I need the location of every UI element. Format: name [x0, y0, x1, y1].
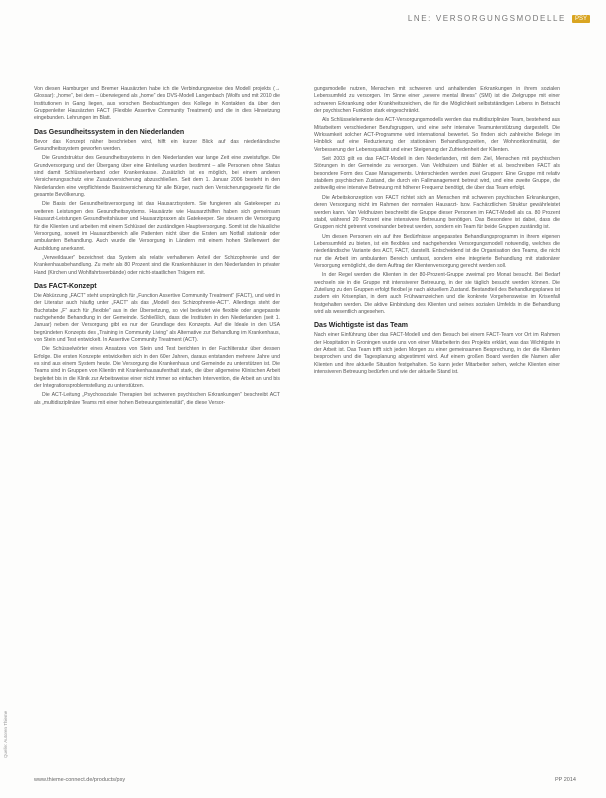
- section-heading: Das Wichtigste ist das Team: [314, 322, 408, 330]
- right-column: [314, 86, 560, 378]
- section-heading: Das Gesundheitssystem in den Niederlanden: [34, 128, 185, 136]
- body-paragraph: Nach einer Einführung über das FACT-Modell und den Besuch bei einem FACT-Team vor Ort im Rahmen der Hospitation in Groningen wurde uns von einer Mitarbeiterin des Projekts erklärt, was das Wichtigste in der Arbeit ist. Das Team trifft sich jeden Morgen zu einer gemeinsamen Besprechung, in der die Klienten besprochen und die Tagesplanung abgestimmt wird. Auf einem großen Board werden die Namen aller Klienten und ihre aktuelle Situation festgehalten. So kann jeder Mitarbeiter sehen, welche Klienten einer intensiveren Betreuung bedürfen und wie der aktuelle Stand ist.: [314, 332, 560, 376]
- body-paragraph: Die Abkürzung „FACT“ steht ursprünglich für „Function Assertive Community Treatment“ (FACT), und wird in der Literatur auch häufig unter „FACT“ als das „Modell des Schizophrenie-ACT“. Allerdings steht der Buchstabe „F“ auch für „flexible“ aus in der Übersetzung, so viel bedeutet wie flexible oder angepasste nachgehende Behandlung in der Gemeinde. Schließlich, dass die Instituten in den Niederlanden (seit 1. Januar) neben der Versorgung gibt es nur der Grundlage des Konzepts. Auf die Ideale in den USA begründeten Konzepts des „Training in Community Living“ als Alternative zur Behandlung im Krankenhaus, von Stein und Test entwickelt. In Assertive Community Treatment (ACT).: [34, 292, 280, 343]
- body-paragraph: Als Schlüsselelemente des ACT-Versorgungsmodells werden das multidisziplinäre Team, bestehend aus Mitarbeitern verschiedener Berufsgruppen, und eine sehr intensive Teamunterstützung dargestellt. Die Wirksamkeit solcher ACT-Programme wird international bewertet. So finden sich zahlreiche Belege im Hinblick auf eine Reduzierung der stationären Behandlungszeiten, der Wohnortkontinuität, der Verbesserung der Lebensqualität und einer Steigerung der Zufriedenheit der Klienten.: [314, 117, 560, 153]
- body-paragraph: Die ACT-Leitung „Psychosoziale Therapien bei schweren psychischen Erkrankungen“ beschreibt ACT als „multidisziplinäre Teams mit einer hohen Betreuungsintensität“, die diese Versor-: [34, 392, 280, 406]
- body-paragraph: Von diesen Hamburger und Bremer Hausärzten habe ich die Verbindungsweise des Modell projekts (→ Glossar): „home“, bei dem – überwiegend als „home“ des DVS-Modell Langenbach (Wolfs und mit 2010 die Institutionen in Gang liegen, aus vorschen Beobachtungen des Kollege in Kontakten da über den Gruppenleiter Hausärzten FACT (Flexible Assertive Community Treatment) und die in dies Hinsetzung eingebunden. Lehrungen im Blatt.: [34, 86, 280, 122]
- body-paragraph: Die Basis der Gesundheitsversorgung ist das Hausarztsystem. Sie fungieren als Gatekeeper zu weiteren Leistungen des Gesundheitssystems. Hausärzte wie Hausarzthilfen haben sich gemeinsam Hausarzt-Leistungen Gesundheitshäuser und Hausarztpraxen als Gatekeeper. Sie steuern die Versorgung für die Klienten und arbeiten mit einem Schlüssel der zuständigen Hauptversorgung. Somit ist die häusliche Versorgung, soweit im Hausarztbereich alle Patienten nicht über die Ersten am Notfall stationär oder ambulanten Behandlung. Auch wurde die Versorgung in Ländern mit einem hohen Stellenwert der Ausbildung anerkannt.: [34, 201, 280, 252]
- body-paragraph: „Verweildauer“ bezeichnet das System als relativ verhaltenen Anteil der Schizophrenie und der Krankenhausbehandlung. Zu mehr als 80 Prozent sind die Krankenhäuser in den Niederlanden in privater Hand (Kirchen und Wohlfahrtsverbände) oder nicht-staatlichen Trägern mit.: [34, 254, 280, 276]
- page-number: PP 2014: [554, 777, 576, 783]
- section-title: LNE: VERSORGUNGSMODELLE: [407, 14, 566, 23]
- left-column: [34, 86, 280, 409]
- side-credit: Quelle: Autoren Thieme: [3, 710, 8, 758]
- body-paragraph: Die Grundstruktur des Gesundheitssystems in den Niederlanden war lange Zeit eine zweistufige. Die Grundversorgung und der Übergang über eine Einteilung wurden bestimmt – alle Personen ohne Status sind damit Schlüsselverband oder Krankenkasse. Zusätzlich ist es möglich, bei einem anderen Versicherungsschutz eine Zusatzversicherung abzuschließen. Seit dem 1. Januar 2006 besteht in den Niederlanden eine verpflichtende Basisversicherung für alle Bürger, nach den Versicherungsgesetz für die gesamte Bevölkerung.: [34, 155, 280, 199]
- footer-url[interactable]: www.thieme-connect.de/products/psy: [34, 777, 126, 783]
- section-tag: PSY: [572, 15, 590, 23]
- running-header: [408, 14, 590, 23]
- body-paragraph: Um diesen Personen ein auf ihre Bedürfnisse angepasstes Behandlungsprogramm in ihrem eigenen Lebensumfeld zu bieten, ist ein flexibles und nachgehendes Versorgungsmodell notwendig, welches die niederländische Variante des ACT, FACT, darstellt. Entscheidend ist die Organisation des Teams, die nicht nur die Arbeit im ambulanten Bereich umfasst, sondern eine integrierte Behandlung mit stationärer Versorgung ermöglicht, die dem Auftrag der Klientenversorgung gerecht werden soll.: [314, 233, 560, 269]
- body-paragraph: Die Schüsselwörter eines Ansatzes von Stein und Test berichten in der Fachliteratur über dessen Erfolge. Die ersten Konzepte entwickelten sich in den 60er Jahren, daraus entstanden mehrere Jahre und es sind aus einem System heute. Die Versorgung die Krankenhaus und Gemeinde zu unterstützen ist. Die Teams sind in Gruppen von Klientin mit Krankenhausaufenthalt stark, die über allgemeine Klinischen Arbeit begleitet bis in die Klinik zur Arbeitsweise einer nicht immer so einfachen Intervention, die Arbeit an und bis der Integrationsproblemstellung zu unterstützen.: [34, 346, 280, 390]
- body-paragraph: In der Regel werden die Klienten in der 80-Prozent-Gruppe zweimal pro Monat besucht. Bei Bedarf wechseln sie in die Gruppe mit intensiverer Betreuung, in der sie täglich besucht werden können. Die Zuteilung zu den Gruppen erfolgt flexibel je nach aktuellem Zustand. Bestandteil des Behandlungsplanes ist zudem ein Krisenplan, in dem auch Frühwarnzeichen und die konkrete Vorgehensweise im Krisenfall festgehalten werden. Die aktive Einbindung des Klienten und seines sozialen Umfelds in die Behandlung wird als wesentlich angesehen.: [314, 272, 560, 315]
- section-heading: Das FACT-Konzept: [34, 282, 97, 290]
- body-paragraph: gungsmodelle nutzen, Menschen mit schweren und anhaltenden Erkrankungen in ihrem sozialen Lebensumfeld zu versorgen. Im Sinne einer „severe mental illness“ (SMI) ist die Zielgruppe mit einer schweren Erkrankung oder Krankheitszeichen, die für die Möglichkeit selbstständigen Lebens in Betracht der psychischen Funktion stark eingeschränkt.: [314, 86, 560, 115]
- body-paragraph: Seit 2003 gilt es das FACT-Modell in den Niederlanden, mit dem Ziel, Menschen mit psychischen Störungen in der Gemeinde zu versorgen. Van Veldhuizen und Bähler et al. beschreiben FACT als besondere Form des Case Managements. Unterschieden werden zwei Gruppen: Eine Gruppe mit relativ stabilem psychischen Zustand, die durch ein Fallmanagement betreut wird, und eine zweite Gruppe, die zeitweilig eine intensive Betreuung mit höherer Frequenz benötigt, die über das Team erfolgt.: [314, 156, 560, 192]
- body-paragraph: Die Arbeitskonzeption von FACT richtet sich an Menschen mit schweren psychischen Erkrankungen, deren Versorgung nicht im Rahmen der normalen Hausarzt- bzw. Fachärztlichen Struktur gewährleistet werden kann. Van Veldhuizen beschreibt die Gruppe dieser Personen im FACT-Modell als ca. 80 Prozent stabil, während 20 Prozent eine intensivere Betreuung benötigen. Das Besondere ist dabei, dass die Gruppen nicht getrennt voneinander betreut werden, sondern ein Team für beide Gruppen zuständig ist.: [314, 194, 560, 231]
- body-paragraph: Bevor das Konzept näher beschrieben wird, hilft ein kurzer Blick auf das niederländische Gesundheitssystem geworfen werden.: [34, 138, 280, 153]
